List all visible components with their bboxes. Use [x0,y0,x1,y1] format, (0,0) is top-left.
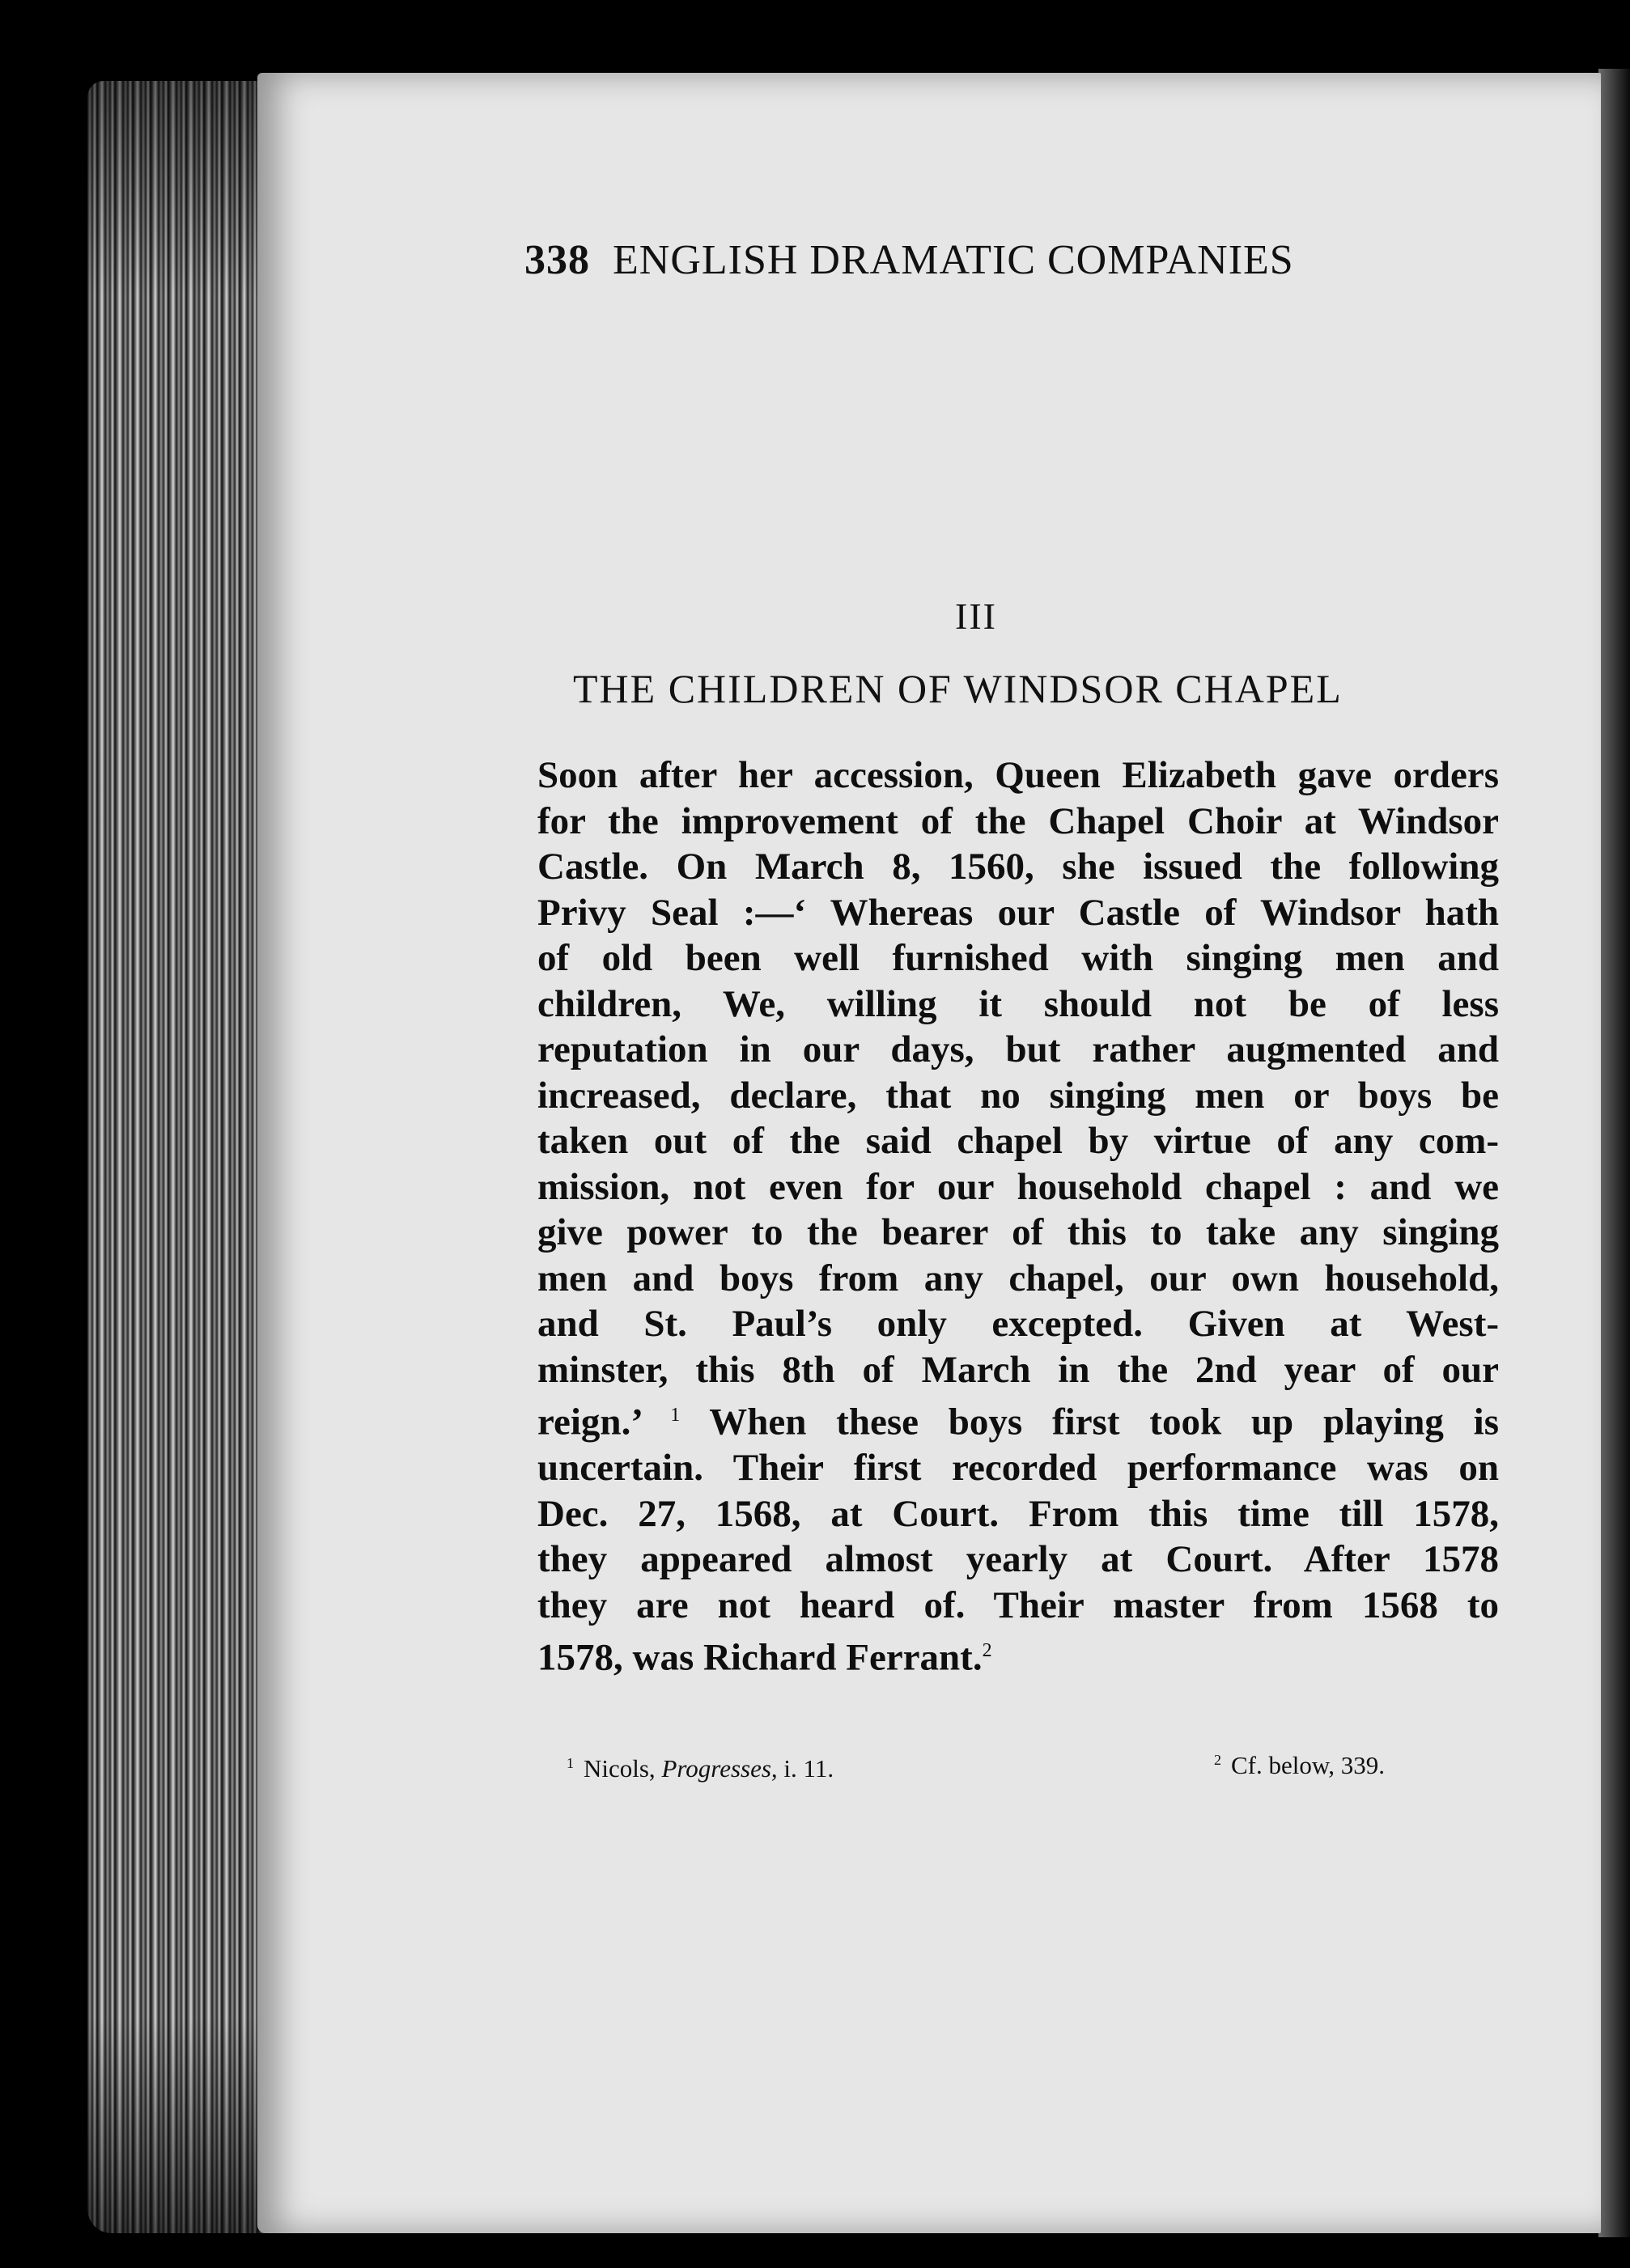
body-line: Soon after her accession, Queen Elizabeth gave orders [537,754,1499,796]
body-segment: reign.’ [537,1401,641,1443]
footnote-1 [567,1754,834,1783]
page-edges [87,81,274,2233]
body-line: and St. Paul’s only excepted. Given at West- [537,1303,1499,1345]
running-head [524,236,1431,284]
footnote-mark: 1 [567,1754,574,1771]
body-text [537,752,1499,1681]
body-line: give power to the bearer of this to take any singing [537,1211,1499,1253]
footnote-2 [1214,1751,1385,1780]
footnote-text: Cf. below, 339. [1231,1751,1385,1779]
chapter-number: III [955,596,997,637]
body-segment: 1578, was Richard Ferrant. [537,1636,983,1679]
running-head-title: ENGLISH DRAMATIC COMPANIES [613,237,1294,283]
footnote-author: Nicols, [584,1754,656,1783]
body-line: taken out of the said chapel by virtue of any com- [537,1120,1499,1162]
body-line: Dec. 27, 1568, at Court. From this time till 1578, [537,1492,1499,1535]
body-line: men and boys from any chapel, our own household, [537,1257,1499,1299]
body-line: mission, not even for our household chapel : and we [537,1165,1499,1208]
body-line: Privy Seal :—‘ Whereas our Castle of Windsor hath [537,891,1499,934]
body-line: children, We, willing it should not be of less [537,982,1499,1025]
page-number: 338 [524,237,590,283]
footnote-ref-2: 2 [982,1640,992,1662]
footnote-locator: i. 11. [783,1754,834,1783]
body-line: minster, this 8th of March in the 2nd year of our [537,1348,1499,1391]
chapter-title: THE CHILDREN OF WINDSOR CHAPEL [573,666,1343,711]
footnote-mark: 2 [1214,1751,1221,1768]
body-line: uncertain. Their first recorded performance was on [537,1447,1499,1490]
body-line-with-footnote [537,1393,1499,1445]
footnote-work: Progresses, [661,1754,778,1783]
body-segment: When these boys first took up playing is [709,1401,1499,1443]
footnote-ref-1: 1 [670,1405,681,1426]
body-line: they are not heard of. Their master from 1568 to [537,1583,1499,1626]
body-line: they appeared almost yearly at Court. After 1578 [537,1538,1499,1581]
body-line: for the improvement of the Chapel Choir at Windsor [537,799,1499,842]
body-line: increased, declare, that no singing men or boys be [537,1074,1499,1117]
body-line: Castle. On March 8, 1560, she issued the following [537,846,1499,888]
body-line: of old been well furnished with singing men and [537,937,1499,979]
gutter-shadow [1598,69,1630,2237]
body-line-last [537,1628,1499,1681]
body-line: reputation in our days, but rather augmented and [537,1028,1499,1070]
